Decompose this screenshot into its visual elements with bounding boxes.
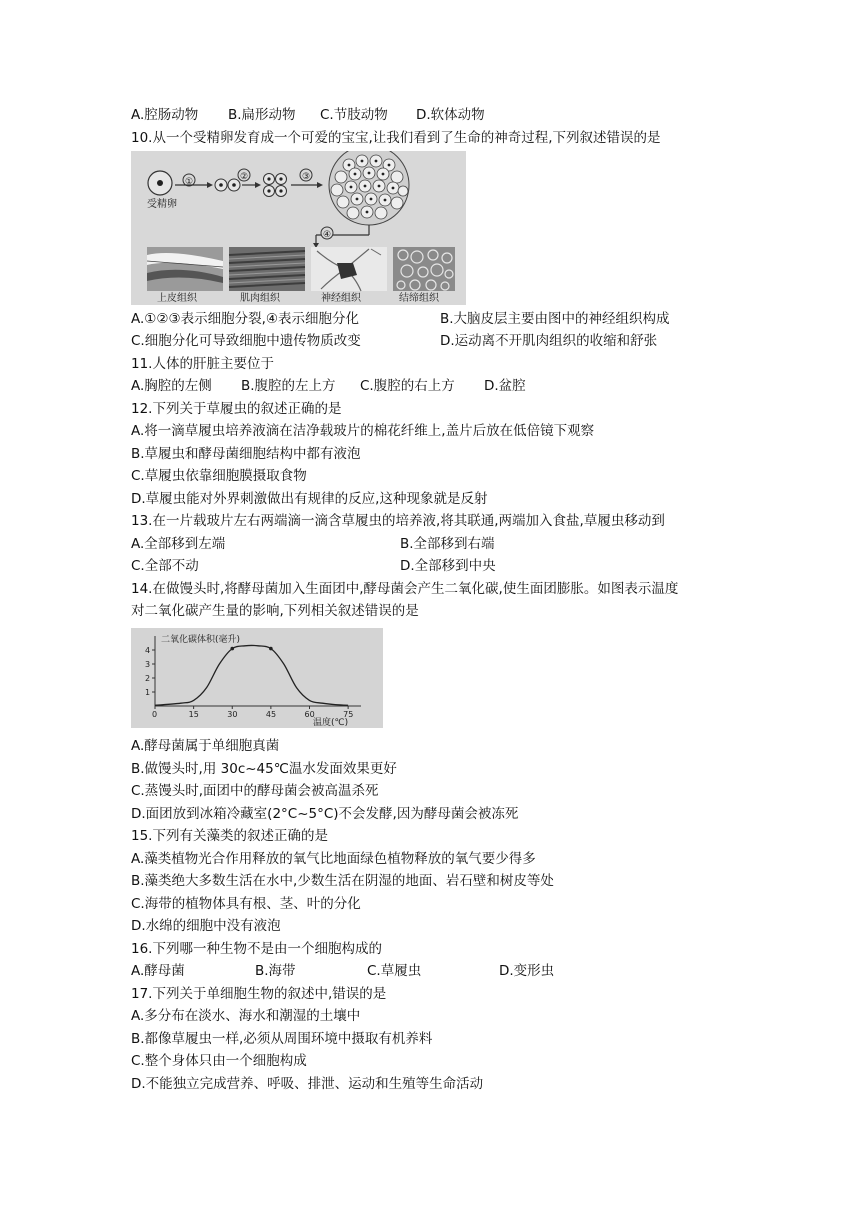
q12-option-b: B.草履虫和酵母菌细胞结构中都有液泡 — [131, 446, 361, 462]
y-tick-label: 3 — [145, 660, 151, 669]
q11-option-c: C.腹腔的右上方 — [360, 378, 455, 394]
q10-stem: 10.从一个受精卵发育成一个可爱的宝宝,让我们看到了生命的神奇过程,下列叙述错误的是 — [131, 130, 661, 146]
step-1-label: ① — [185, 177, 194, 187]
q16-option-d: D.变形虫 — [499, 963, 555, 979]
label-nerve: 神经组织 — [321, 293, 361, 304]
q10-option-c: C.细胞分化可导致细胞中遗传物质改变 — [131, 333, 361, 349]
q13-option-d: D.全部移到中央 — [400, 558, 496, 574]
tissue-connective — [393, 247, 455, 291]
q17-option-d: D.不能独立完成营养、呼吸、排泄、运动和生殖等生命活动 — [131, 1076, 484, 1092]
cell-mass — [329, 151, 409, 225]
q13-option-b: B.全部移到右端 — [400, 536, 495, 552]
q9-option-c: C.节肢动物 — [320, 107, 388, 123]
q12-option-a: A.将一滴草履虫培养液滴在洁净载玻片的棉花纤维上,盖片后放在低倍镜下观察 — [131, 423, 595, 439]
label-connective: 结缔组织 — [399, 293, 439, 304]
chart-x-axis-label: 温度(℃) — [313, 718, 349, 728]
q10-option-b: B.大脑皮层主要由图中的神经组织构成 — [440, 311, 670, 327]
co2-chart-svg — [131, 628, 383, 728]
q10-option-d: D.运动离不开肌肉组织的收缩和舒张 — [440, 333, 658, 349]
q11-option-d: D.盆腔 — [484, 378, 526, 394]
y-tick-label: 2 — [145, 674, 151, 683]
q15-stem: 15.下列有关藻类的叙述正确的是 — [131, 828, 328, 844]
q14-option-b: B.做馒头时,用 30c~45℃温水发面效果更好 — [131, 761, 397, 777]
q13-option-c: C.全部不动 — [131, 558, 199, 574]
q16-option-a: A.酵母菌 — [131, 963, 185, 979]
step-4-label: ④ — [323, 230, 332, 240]
q14-option-c: C.蒸馒头时,面团中的酵母菌会被高温杀死 — [131, 783, 379, 799]
q14-option-d: D.面团放到冰箱冷藏室(2°C~5°C)不会发酵,因为酵母菌会被冻死 — [131, 806, 519, 822]
chart-y-axis-label: 二氧化碳体积(毫升) — [161, 635, 241, 645]
step-3-label: ③ — [302, 172, 311, 182]
chart-data-point — [269, 647, 273, 651]
x-tick-label: 75 — [343, 710, 354, 719]
q16-option-b: B.海带 — [255, 963, 296, 979]
q10-option-a: A.①②③表示细胞分裂,④表示细胞分化 — [131, 311, 359, 327]
q14-option-a: A.酵母菌属于单细胞真菌 — [131, 738, 280, 754]
q11-option-b: B.腹腔的左上方 — [241, 378, 336, 394]
q13-option-a: A.全部移到左端 — [131, 536, 226, 552]
q15-option-b: B.藻类绝大多数生活在水中,少数生活在阴湿的地面、岩石壁和树皮等处 — [131, 873, 554, 889]
y-tick-label: 1 — [145, 688, 151, 697]
q9-option-b: B.扁形动物 — [228, 107, 296, 123]
x-tick-label: 30 — [227, 710, 238, 719]
tissue-epithelial — [147, 247, 223, 291]
q12-option-d: D.草履虫能对外界刺激做出有规律的反应,这种现象就是反射 — [131, 491, 488, 507]
q11-option-a: A.胸腔的左侧 — [131, 378, 212, 394]
egg-label: 受精卵 — [147, 199, 177, 210]
tissue-nerve — [311, 247, 387, 291]
q9-option-d: D.软体动物 — [416, 107, 485, 123]
label-muscle: 肌肉组织 — [240, 293, 280, 304]
tissue-muscle — [229, 247, 305, 291]
x-tick-label: 0 — [152, 710, 158, 719]
label-epithelial: 上皮组织 — [157, 293, 197, 304]
co2-temperature-chart — [131, 628, 383, 728]
chart-data-point — [230, 647, 234, 651]
q17-stem: 17.下列关于单细胞生物的叙述中,错误的是 — [131, 986, 387, 1002]
q9-option-a: A.腔肠动物 — [131, 107, 199, 123]
q12-option-c: C.草履虫依靠细胞膜摄取食物 — [131, 468, 307, 484]
cell-development-diagram — [131, 151, 466, 305]
cell-development-figure — [131, 151, 466, 305]
q14-stem-line1: 14.在做馒头时,将酵母菌加入生面团中,酵母菌会产生二氧化碳,使生面团膨胀。如图表示温度 — [131, 581, 679, 597]
step-2-label: ② — [240, 172, 249, 182]
q15-option-d: D.水绵的细胞中没有液泡 — [131, 918, 281, 934]
q16-option-c: C.草履虫 — [367, 963, 422, 979]
q13-stem: 13.在一片载玻片左右两端滴一滴含草履虫的培养液,将其联通,两端加入食盐,草履虫移动到 — [131, 513, 665, 529]
q11-stem: 11.人体的肝脏主要位于 — [131, 356, 274, 372]
q17-option-a: A.多分布在淡水、海水和潮湿的土壤中 — [131, 1008, 361, 1024]
q15-option-a: A.藻类植物光合作用释放的氧气比地面绿色植物释放的氧气要少得多 — [131, 851, 536, 867]
q12-stem: 12.下列关于草履虫的叙述正确的是 — [131, 401, 342, 417]
q17-option-b: B.都像草履虫一样,必须从周围环境中摄取有机养料 — [131, 1031, 433, 1047]
q16-stem: 16.下列哪一种生物不是由一个细胞构成的 — [131, 941, 382, 957]
q14-stem-line2: 对二氧化碳产生量的影响,下列相关叙述错误的是 — [131, 603, 419, 619]
x-tick-label: 45 — [265, 710, 277, 719]
y-tick-label: 4 — [145, 646, 151, 655]
q17-option-c: C.整个身体只由一个细胞构成 — [131, 1053, 307, 1069]
q15-option-c: C.海带的植物体具有根、茎、叶的分化 — [131, 896, 361, 912]
x-tick-label: 60 — [304, 710, 315, 719]
x-tick-label: 15 — [188, 710, 199, 719]
